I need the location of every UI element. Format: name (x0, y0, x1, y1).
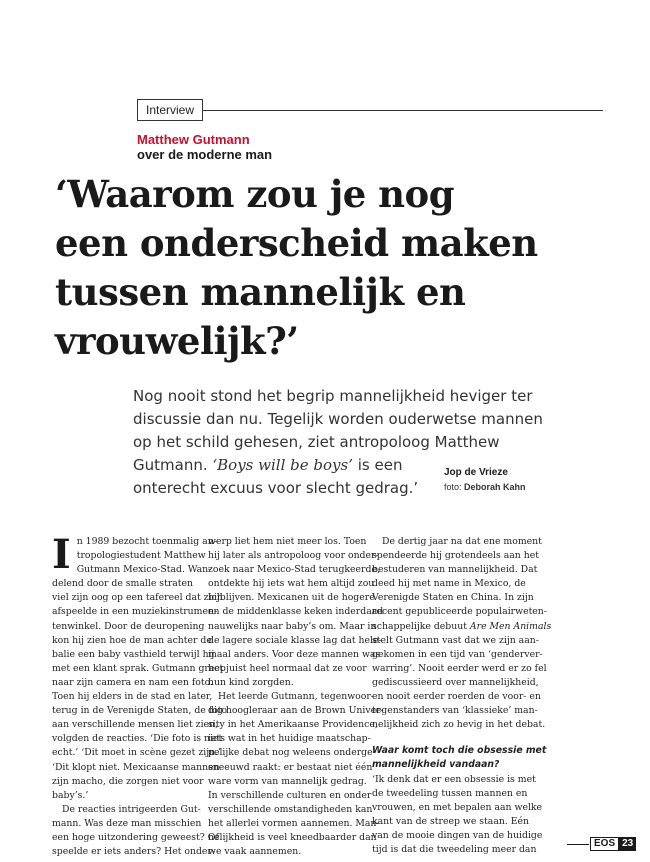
text-line: dig hoogleraar aan de Brown Univer- (208, 705, 384, 717)
text-line: iets wat in het huidige maatschap- (208, 733, 371, 745)
text-line: mannelijkheid vandaan? (372, 759, 500, 771)
page-footer (590, 837, 636, 851)
text-line: delend door de smalle straten (52, 578, 194, 590)
text-line: een hoge uitzondering geweest? Of (52, 831, 219, 843)
section-label: Interview (137, 99, 203, 121)
text-line: Waar komt toch die obsessie met (372, 745, 547, 757)
intro-line: Nog nooit stond het begrip mannelijkheid heviger ter (133, 387, 533, 405)
intro-text: is een (352, 456, 403, 474)
intro-line: op het schild gehesen, ziet antropoloog Matthew (133, 433, 500, 451)
text-line: tenwinkel. Door de deuropening (52, 620, 205, 632)
text-line: tegenstanders van ‘klassieke’ man- (372, 705, 538, 717)
interview-answer (372, 773, 543, 858)
column-text (52, 531, 228, 859)
text-line: zijn macho, die zorgen niet voor (52, 775, 204, 787)
text-line: schappelijke debuut Are Men Animals (372, 620, 552, 632)
section-rule (203, 110, 603, 111)
text-line: Gutmann Mexico-Stad. Wan- (76, 564, 212, 576)
footer-rule (567, 844, 589, 845)
text-line: tropologiestudent Matthew (76, 550, 206, 562)
text-line: terug in de Verenigde Staten, de foto (52, 705, 228, 717)
text-line: recent gepubliceerde populairweten- (372, 606, 547, 618)
intro-text: Gutmann. (133, 456, 213, 474)
text-line: nauwelijks naar baby’s om. Maar in (208, 620, 377, 632)
text-line: nelijkheid is veel kneedbaarder dan (208, 831, 377, 843)
headline (55, 170, 615, 366)
text-line: mann. Was deze man misschien (52, 817, 202, 829)
text-line: stelt Gutmann vast dat we zijn aan- (372, 634, 539, 646)
text-line: gediscussieerd over mannelijkheid, (372, 676, 539, 688)
text-line: kant van de streep we staan. Eén (372, 815, 530, 827)
photo-credit (444, 482, 526, 492)
photo-label: foto: (444, 482, 462, 492)
headline-line: tussen mannelijk en (55, 270, 466, 314)
book-title: Are Men Animals (469, 620, 552, 632)
headline-line: ‘Waarom zou je nog (55, 172, 455, 216)
text-line: aan verschillende mensen liet zien, (52, 719, 218, 731)
text-line: deed hij met name in Mexico, de (372, 578, 526, 590)
text-line: naar zijn camera en nam een foto. (52, 676, 214, 688)
interviewee-subtitle: over de moderne man (137, 147, 273, 162)
body-column-1 (52, 531, 228, 859)
text-line: n 1989 bezocht toenmalig an- (76, 536, 217, 547)
photographer: Deborah Kahn (464, 482, 526, 492)
text-line: Verenigde Staten en China. In zijn (372, 592, 534, 604)
text-line: viel zijn oog op een tafereel dat zich (52, 592, 223, 604)
text-line: maal anders. Voor deze mannen was (208, 648, 381, 660)
text-line: werp liet hem niet meer los. Toen (208, 536, 367, 547)
text-line: afspeelde in een muziekinstrumen- (52, 606, 218, 618)
text-line: ware vorm van mannelijk gedrag. (208, 775, 367, 787)
text-line: echt.’ ‘Dit moet in scène gezet zijn.’ (52, 747, 222, 759)
text-line: volgden de reacties. ‘Die foto is niet (52, 733, 223, 745)
text-line: baby’s.’ (52, 789, 89, 801)
body-column-2 (208, 535, 384, 859)
text-line: pelijke debat nog weleens onderge- (208, 747, 376, 759)
text-line: en nooit eerder roerden de voor- en (372, 691, 541, 703)
text-line: nelijkheid zich zo hevig in het debat. (372, 719, 546, 731)
byline (444, 467, 526, 492)
page-number: 23 (619, 837, 636, 851)
text-line: warring’. Nooit eerder werd er zo fel (372, 662, 547, 674)
drop-cap: I (52, 531, 71, 578)
body-column-3 (372, 535, 552, 857)
text-line: spendeerde hij grotendeels aan het (372, 550, 539, 562)
text-line: de tweedeling tussen mannen en (372, 787, 528, 799)
text-line: met een klant sprak. Gutmann greep (52, 662, 226, 674)
text-line: bijblijven. Mexicanen uit de hogere (208, 592, 375, 604)
byline-author: Jop de Vrieze (444, 467, 508, 478)
text-line: het juist heel normaal dat ze voor (208, 662, 367, 674)
text-line: we vaak aannemen. (208, 846, 302, 858)
interview-question (372, 744, 547, 772)
text-line: balie een baby vasthield terwijl hij (52, 648, 215, 660)
text-line: zoek naar Mexico-Stad terugkeerde, (208, 564, 380, 576)
text-line: In verschillende culturen en onder (208, 789, 372, 801)
text-line: van de mooie dingen van de huidige (372, 829, 543, 841)
text-line: speelde er iets anders? Het onder- (52, 846, 216, 858)
text-line: hun kind zorgden. (208, 676, 294, 688)
text-line: tijd is dat die tweedeling meer dan (372, 843, 537, 855)
text-line: gekomen in een tijd van ‘genderver- (372, 648, 543, 660)
text-line: bestuderen van mannelijkheid. Dat (372, 564, 538, 576)
text-line: en de middenklasse keken inderdaad (208, 606, 384, 618)
text-line: hij later als antropoloog voor onder- (208, 550, 379, 562)
text-line: De dertig jaar na dat ene moment (382, 536, 542, 547)
column-text (208, 535, 384, 859)
text-line: vrouwen, en met bepalen aan welke (372, 801, 543, 813)
interviewee-name: Matthew Gutmann (137, 132, 250, 147)
intro-line: discussie dan nu. Tegelijk worden ouderwetse mannen (133, 410, 543, 428)
text-line: kon hij zien hoe de man achter de (52, 634, 212, 646)
intro-line: onterecht excuus voor slecht gedrag.’ (133, 479, 419, 497)
text-line: sity in het Amerikaanse Providence, (208, 719, 378, 731)
text-line: het allerlei vormen aannemen. Man- (208, 817, 380, 829)
text-line: Toen hij elders in de stad en later, (52, 691, 213, 703)
text-line: ‘Dit klopt niet. Mexicaanse mannen (52, 761, 220, 773)
headline-line: vrouwelijk?’ (55, 319, 299, 363)
text-line: verschillende omstandigheden kan (208, 803, 373, 815)
headline-line: een onderscheid maken (55, 221, 538, 265)
text-line: Het leerde Gutmann, tegenwoor- (218, 691, 374, 703)
text-line: ‘Ik denk dat er een obsessie is met (372, 773, 536, 785)
magazine-name: EOS (590, 837, 619, 851)
text-line: de lagere sociale klasse lag dat hele- (208, 634, 382, 646)
text-line: sneeuwd raakt: er bestaat niet één (208, 761, 373, 773)
text-line: De reacties intrigeerden Gut- (62, 803, 201, 815)
intro-quote: ‘Boys will be boys’ (212, 456, 353, 474)
column-text (372, 535, 552, 732)
text-line: ontdekte hij iets wat hem altijd zou (208, 578, 375, 590)
